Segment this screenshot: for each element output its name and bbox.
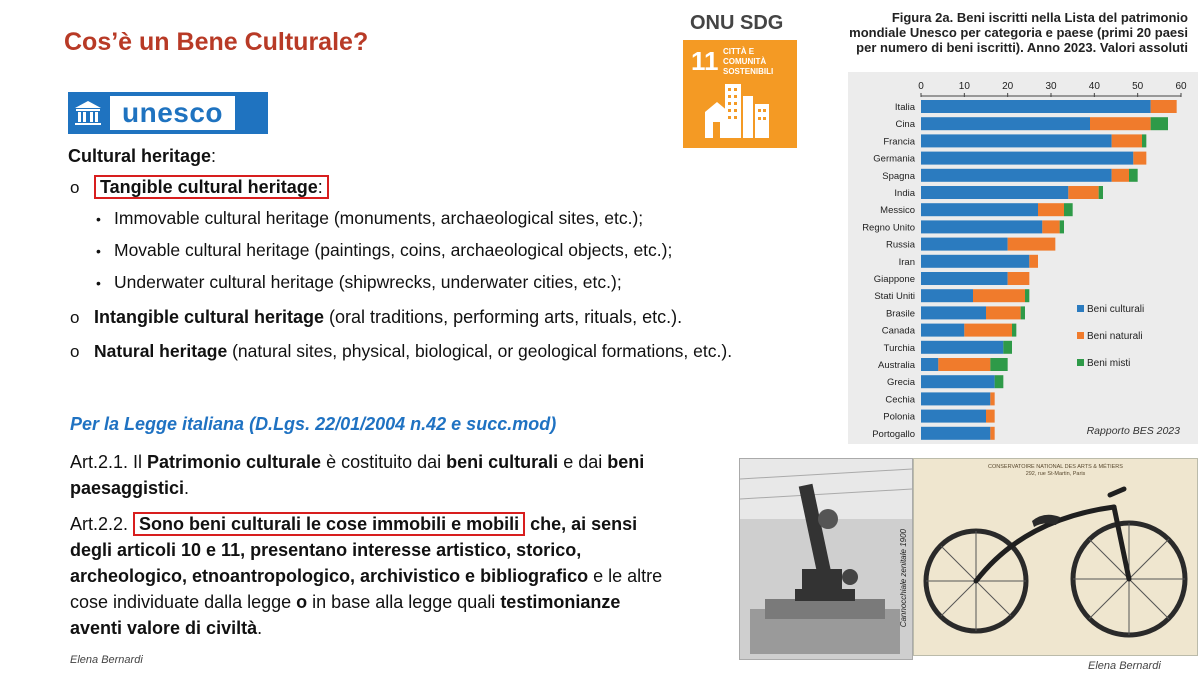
bar-segment xyxy=(1129,169,1138,182)
intangible-heritage-description: (oral traditions, performing arts, rituals, etc.). xyxy=(324,307,683,327)
tangible-colon: : xyxy=(317,177,323,197)
sdg-11-tile xyxy=(683,40,797,148)
category-label: Messico xyxy=(880,205,915,217)
tangible-subitem xyxy=(96,271,622,295)
tangible-heritage-highlight xyxy=(94,175,329,199)
category-label: Grecia xyxy=(887,377,915,389)
category-label: India xyxy=(894,188,915,199)
bar-segment xyxy=(921,100,1151,113)
category-label: Turchia xyxy=(883,342,915,354)
article-bold-text: testimonianze aventi valore di civiltà xyxy=(70,592,621,638)
bar-segment xyxy=(1133,152,1146,165)
bar-segment xyxy=(995,375,1004,388)
bar-segment xyxy=(986,410,995,423)
bar-segment xyxy=(1142,134,1146,147)
signature-left: Elena Bernardi xyxy=(70,654,143,666)
bar-segment xyxy=(990,392,994,405)
bar-segment xyxy=(921,255,1029,268)
bar-segment xyxy=(1099,186,1103,199)
bar-segment xyxy=(1038,203,1064,216)
chart-panel xyxy=(848,72,1198,444)
bar-segment xyxy=(921,186,1068,199)
natural-heritage-label: Natural heritage xyxy=(94,341,228,361)
bar-segment xyxy=(921,427,990,440)
x-tick-label: 20 xyxy=(1002,81,1014,92)
category-label: Giappone xyxy=(873,274,915,285)
category-label: Polonia xyxy=(883,411,915,423)
bar-segment xyxy=(1064,203,1073,216)
tangible-subitem xyxy=(96,239,672,263)
x-tick-label: 40 xyxy=(1088,81,1100,92)
category-label: Iran xyxy=(898,256,915,268)
bar-segment xyxy=(1003,341,1012,354)
article-text: e dai xyxy=(558,452,608,472)
bar-segment xyxy=(973,289,1025,302)
x-tick-label: 50 xyxy=(1132,81,1144,92)
article-text: . xyxy=(184,478,190,498)
bar-segment xyxy=(1151,100,1177,113)
tangible-subitem-text: Underwater cultural heritage (shipwrecks, underwater cities, etc.); xyxy=(114,272,622,292)
category-label: Cechia xyxy=(885,394,915,406)
tangible-heritage-item xyxy=(70,176,329,199)
bar-segment xyxy=(1068,186,1098,199)
slide-title: Cos’è un Bene Culturale? xyxy=(64,28,369,56)
tangible-subitem-text: Movable cultural heritage (paintings, coins, archaeological objects, etc.); xyxy=(114,240,673,260)
category-label: Italia xyxy=(894,102,915,113)
bar-segment xyxy=(921,220,1042,233)
bar-segment xyxy=(990,358,1007,371)
dot-bullet-icon: • xyxy=(96,275,101,291)
legend-label: Beni misti xyxy=(1087,358,1131,369)
bar-segment xyxy=(1112,134,1142,147)
bar-segment xyxy=(921,117,1090,130)
category-label: Australia xyxy=(878,360,915,371)
bar-segment xyxy=(921,375,995,388)
city-icon xyxy=(701,78,781,140)
beni-culturali-highlight: Sono beni culturali le cose immobili e mobili xyxy=(133,512,525,536)
unesco-temple-icon xyxy=(68,92,108,134)
dot-bullet-icon: • xyxy=(96,211,101,227)
legge-italiana-heading: Per la Legge italiana (D.Lgs. 22/01/2004 n.42 e succ.mod) xyxy=(70,414,557,434)
category-label: Russia xyxy=(885,239,915,251)
bar-segment xyxy=(921,306,986,319)
article-bold-text: o xyxy=(296,592,308,612)
article-text: e le altre cose individuate dalla legge xyxy=(70,566,663,612)
chart-source: Rapporto BES 2023 xyxy=(1086,425,1180,437)
category-label: Cina xyxy=(895,119,915,131)
unesco-wordmark: unesco xyxy=(110,96,235,130)
bar-segment xyxy=(921,289,973,302)
bar-segment xyxy=(921,238,1008,251)
bar-segment xyxy=(1151,117,1168,130)
bar-segment xyxy=(1060,220,1064,233)
category-label: Canada xyxy=(881,325,915,337)
legend-swatch xyxy=(1077,359,1084,366)
bar-segment xyxy=(1029,255,1038,268)
bar-segment xyxy=(921,134,1112,147)
bar-segment xyxy=(1112,169,1129,182)
x-tick-label: 60 xyxy=(1175,81,1187,92)
article-text: . xyxy=(257,618,263,638)
article-text: in base alla legge quali xyxy=(307,592,501,612)
sdg-number: 11 xyxy=(691,46,719,76)
x-tick-label: 10 xyxy=(958,81,970,92)
category-label: Portogallo xyxy=(872,428,915,440)
category-label: Brasile xyxy=(885,308,915,320)
chart-caption: Figura 2a. Beni iscritti nella Lista del patrimonio mondiale Unesco per categoria e paese (primi 20 paesi per numero di beni iscritti). Anno 2023. Valori assoluti xyxy=(849,10,1188,55)
bar-segment xyxy=(1012,324,1016,337)
circle-bullet-icon: o xyxy=(70,342,80,361)
x-tick-label: 30 xyxy=(1045,81,1057,92)
article-text: è costituito dai xyxy=(321,452,447,472)
tangible-subitem-text: Immovable cultural heritage (monuments, archaeological sites, etc.); xyxy=(114,208,644,228)
bar-segment xyxy=(964,324,1012,337)
article-bold-text: che, ai sensi degli articoli 10 e 11, presentano interesse artistico, storico, archeologico, etnoantropologico, archivistico e bibliografico xyxy=(70,514,638,586)
article-2-2 xyxy=(70,511,670,641)
circle-bullet-icon: o xyxy=(70,178,80,197)
bar-segment xyxy=(1008,272,1030,285)
bar-segment xyxy=(1025,289,1029,302)
signature-right: Elena Bernardi xyxy=(1088,660,1161,672)
bar-segment xyxy=(921,358,938,371)
bar-segment xyxy=(1090,117,1151,130)
bar-segment xyxy=(938,358,990,371)
bar-chart xyxy=(848,72,1198,444)
telescope-photo xyxy=(739,458,913,660)
bar-segment xyxy=(921,324,964,337)
photo-caption xyxy=(914,464,1197,478)
natural-heritage-description: (natural sites, physical, biological, or geological formations, etc.). xyxy=(227,341,733,361)
legend-label: Beni culturali xyxy=(1087,304,1145,315)
article-2-1 xyxy=(70,449,670,501)
natural-heritage-item xyxy=(70,340,732,363)
bicycle-illustration xyxy=(914,459,1197,655)
article-bold-text: Patrimonio culturale xyxy=(147,452,322,472)
velocipede-photo xyxy=(913,458,1198,656)
circle-bullet-icon: o xyxy=(70,308,80,327)
cultural-heritage-heading xyxy=(68,145,216,168)
cultural-heritage-label: Cultural heritage xyxy=(68,146,212,166)
intangible-heritage-item xyxy=(70,306,682,329)
article-bold-text: beni paesaggistici xyxy=(70,452,645,498)
bar-segment xyxy=(921,392,990,405)
article-text: Art.2.1. Il xyxy=(70,452,148,472)
heading-colon: : xyxy=(211,146,217,166)
sdg-goal-text: CITTÀ E COMUNITÀ SOSTENIBILI xyxy=(723,47,774,76)
category-label: Francia xyxy=(883,136,915,148)
article-bold-text: beni culturali xyxy=(446,452,559,472)
tangible-heritage-label: Tangible cultural heritage xyxy=(100,177,318,197)
bar-segment xyxy=(921,169,1112,182)
bar-segment xyxy=(1008,238,1056,251)
bar-segment xyxy=(990,427,994,440)
article-text: Art.2.2. xyxy=(70,514,134,534)
bar-segment xyxy=(1021,306,1025,319)
category-label: Stati Uniti xyxy=(874,291,915,303)
legend-swatch xyxy=(1077,332,1084,339)
tangible-subitem xyxy=(96,207,643,231)
telescope-caption: Cannocchiale zenitale 1900 xyxy=(899,529,908,628)
category-label: Regno Unito xyxy=(862,222,915,234)
x-tick-label: 0 xyxy=(918,81,924,92)
bar-segment xyxy=(921,410,986,423)
bar-segment xyxy=(1042,220,1059,233)
intangible-heritage-label: Intangible cultural heritage xyxy=(94,307,325,327)
sdg-label: ONU SDG xyxy=(690,12,784,34)
photo-caption-line: CONSERVATOIRE NATIONAL DES ARTS & MÉTIERS xyxy=(988,464,1123,470)
legend-swatch xyxy=(1077,305,1084,312)
bar-segment xyxy=(921,152,1133,165)
unesco-logo xyxy=(68,92,268,134)
bar-segment xyxy=(921,272,1008,285)
bar-segment xyxy=(986,306,1021,319)
dot-bullet-icon: • xyxy=(96,243,101,259)
category-label: Germania xyxy=(873,153,915,165)
category-label: Spagna xyxy=(882,170,915,182)
legend-label: Beni naturali xyxy=(1087,331,1143,342)
bar-segment xyxy=(921,341,1003,354)
photo-caption-line: 292, rue St-Martin, Paris xyxy=(1025,471,1086,477)
bar-segment xyxy=(921,203,1038,216)
